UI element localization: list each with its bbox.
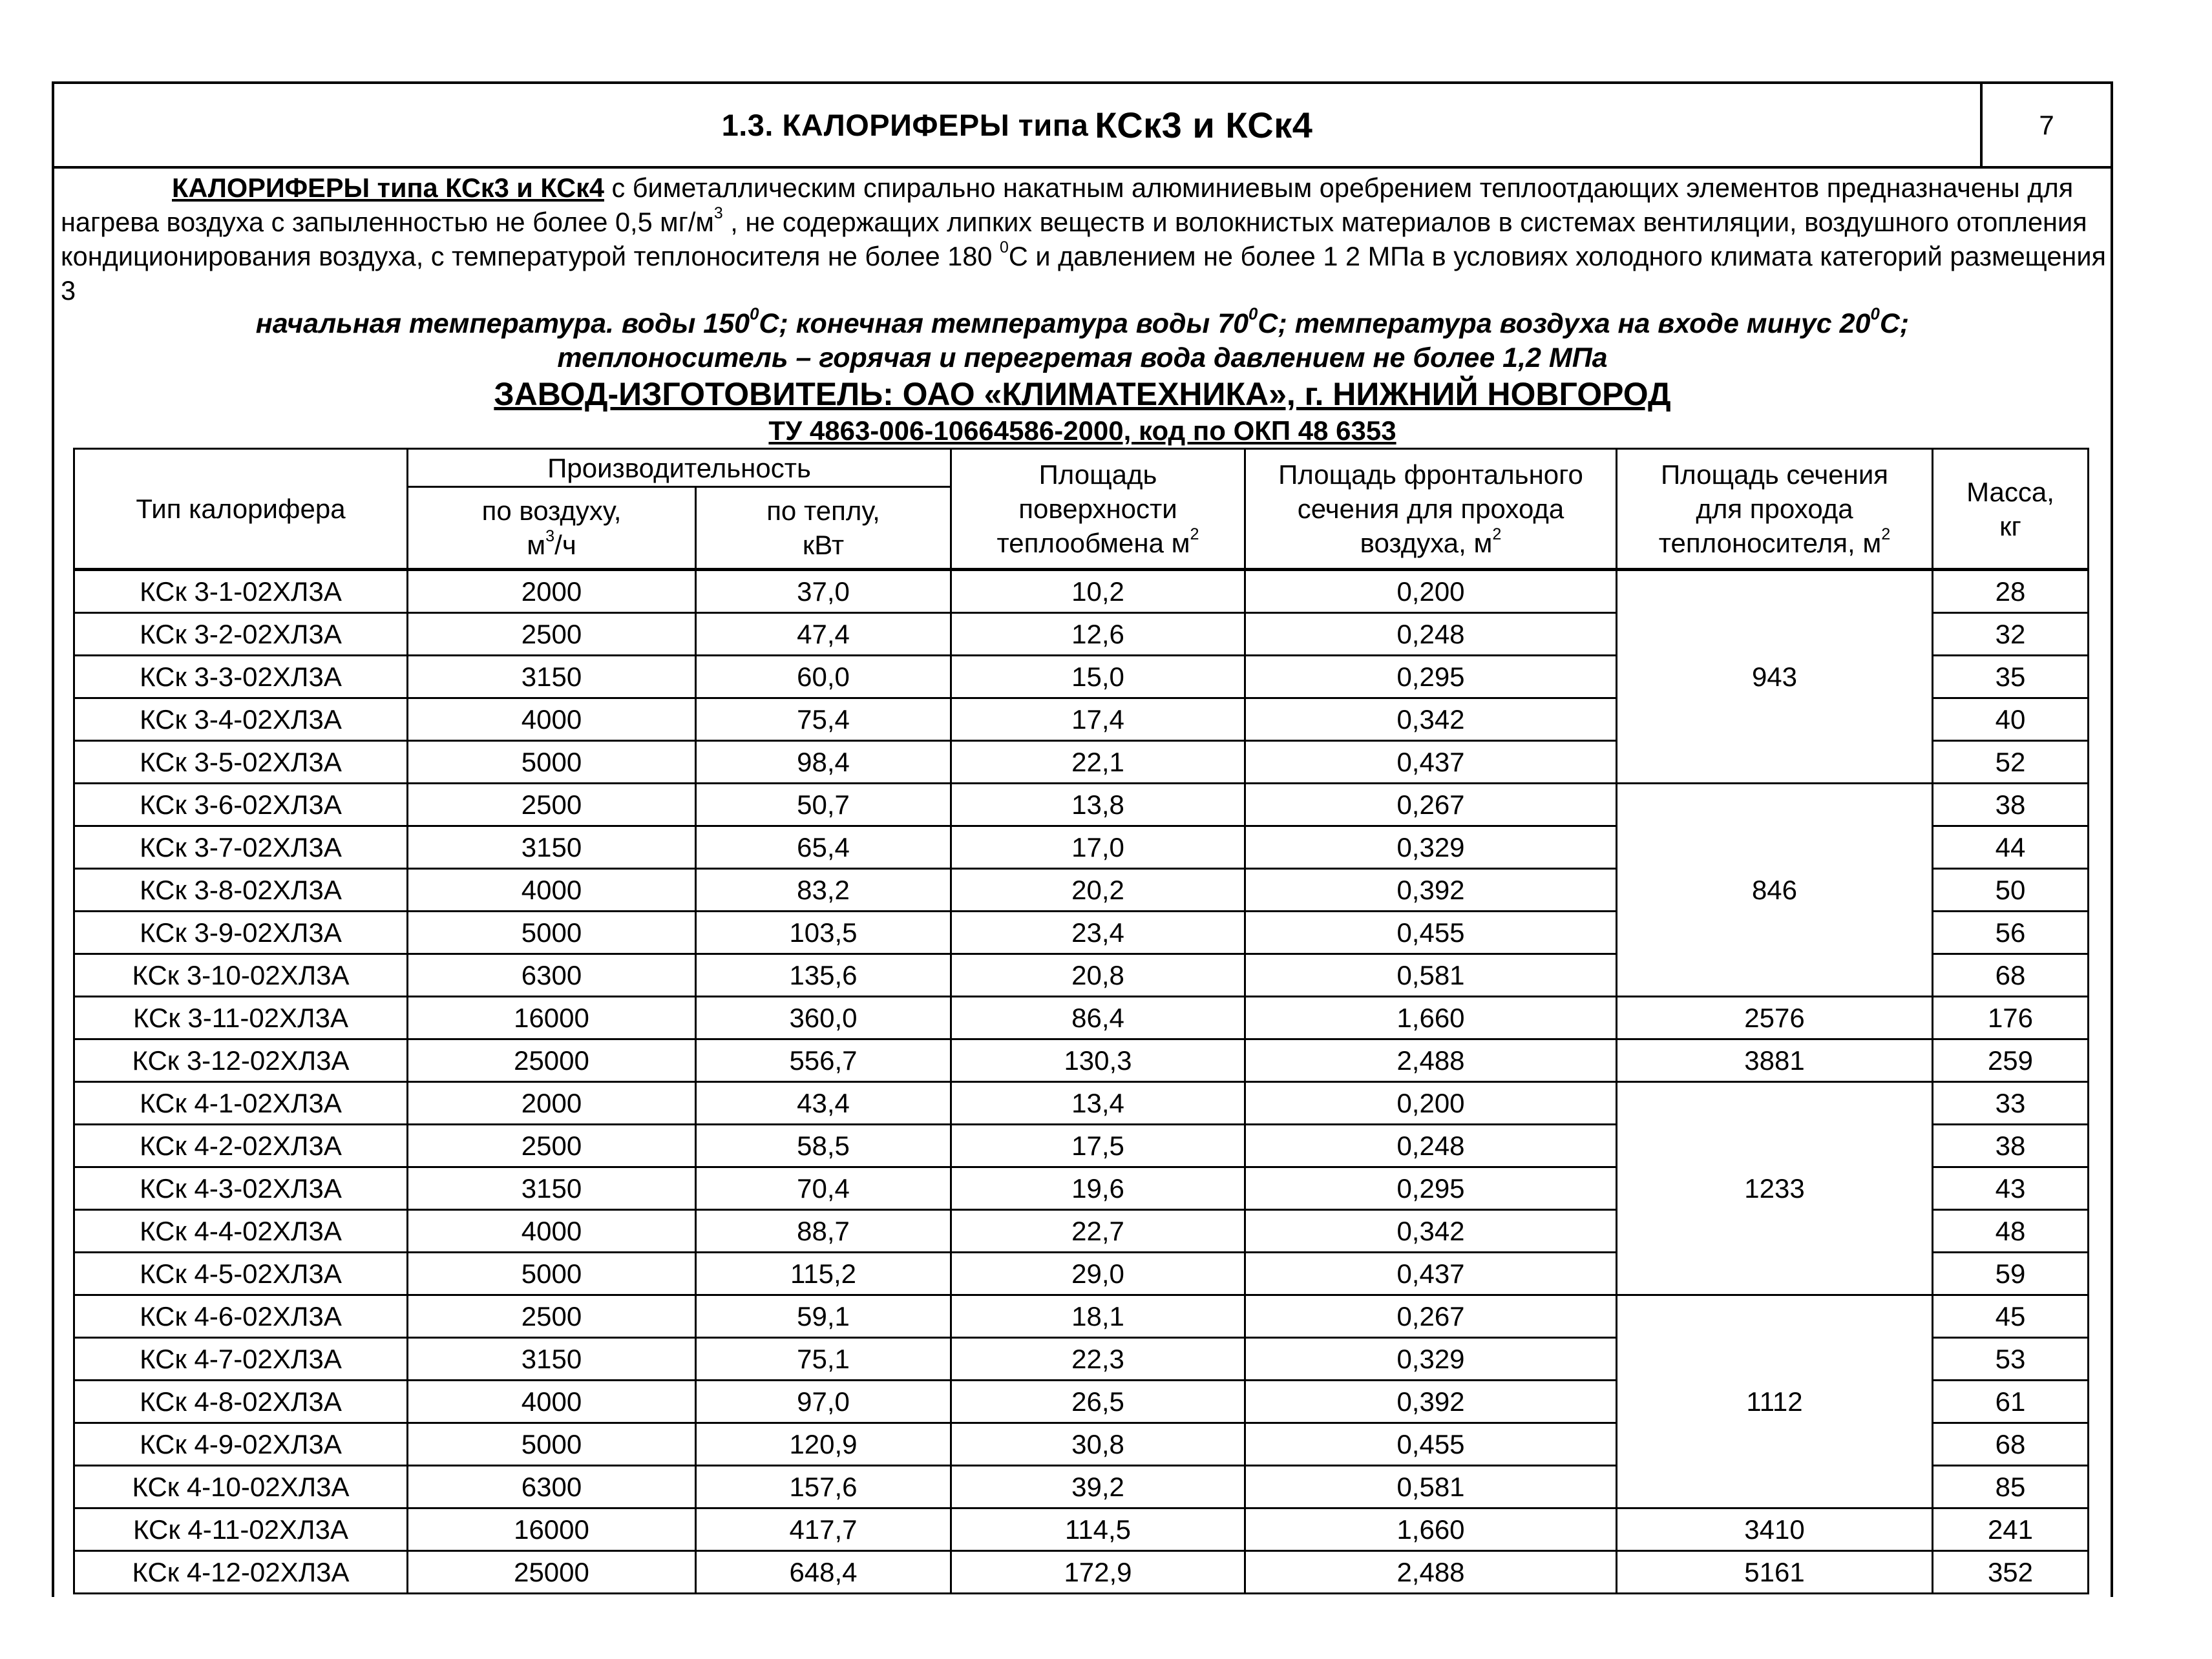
cell-heat: 98,4 (696, 741, 951, 784)
cond-part-d: С; (1879, 308, 1910, 339)
cell-frontal: 0,437 (1245, 1253, 1617, 1295)
cell-surface: 39,2 (951, 1466, 1245, 1508)
cell-surface: 17,5 (951, 1125, 1245, 1167)
cell-surface: 114,5 (951, 1508, 1245, 1551)
cell-frontal: 0,248 (1245, 613, 1617, 656)
cell-frontal: 0,455 (1245, 1423, 1617, 1466)
table-body (74, 570, 2089, 1594)
cell-surface: 22,3 (951, 1338, 1245, 1381)
table-row (74, 997, 2089, 1039)
cell-frontal: 0,392 (1245, 869, 1617, 912)
cell-heat: 417,7 (696, 1508, 951, 1551)
surface-line-2: поверхности (1018, 494, 1177, 524)
cell-air: 16000 (408, 997, 696, 1039)
cell-air: 3150 (408, 656, 696, 698)
cell-frontal: 0,267 (1245, 784, 1617, 826)
cell-heat: 47,4 (696, 613, 951, 656)
table-row (74, 1508, 2089, 1551)
cell-section: 5161 (1617, 1551, 1933, 1594)
cell-type: КСк 4-12-02ХЛ3А (74, 1551, 408, 1594)
cell-type: КСк 4-6-02ХЛ3А (74, 1295, 408, 1338)
cell-surface: 13,8 (951, 784, 1245, 826)
cell-type: КСк 3-6-02ХЛ3А (74, 784, 408, 826)
cell-type: КСк 3-5-02ХЛ3А (74, 741, 408, 784)
cell-type: КСк 3-2-02ХЛ3А (74, 613, 408, 656)
section-line-2: для прохода (1696, 494, 1853, 524)
cell-frontal: 2,488 (1245, 1039, 1617, 1082)
cell-type: КСк 3-1-02ХЛ3А (74, 570, 408, 613)
cell-frontal: 0,342 (1245, 1210, 1617, 1253)
cell-type: КСк 3-7-02ХЛ3А (74, 826, 408, 869)
cell-air: 4000 (408, 1210, 696, 1253)
cell-air: 5000 (408, 1253, 696, 1295)
cell-type: КСк 3-12-02ХЛ3А (74, 1039, 408, 1082)
cond-part-b: С; конечная температура воды 70 (759, 308, 1249, 339)
mass-line-2: кг (1999, 510, 2021, 541)
cell-air: 2500 (408, 1295, 696, 1338)
cell-heat: 648,4 (696, 1551, 951, 1594)
cell-mass: 28 (1933, 570, 2089, 613)
cell-frontal: 0,455 (1245, 912, 1617, 954)
section-line-3: теплоносителя, м (1658, 528, 1882, 558)
cell-section: 1112 (1617, 1295, 1933, 1508)
cell-heat: 70,4 (696, 1167, 951, 1210)
cell-section: 846 (1617, 784, 1933, 997)
cell-surface: 30,8 (951, 1423, 1245, 1466)
frontal-line-2: сечения для прохода (1297, 494, 1564, 524)
air-line-1: по воздуху, (481, 496, 622, 526)
table-row (74, 1039, 2089, 1082)
cell-type: КСк 4-9-02ХЛ3А (74, 1423, 408, 1466)
cell-type: КСк 3-3-02ХЛ3А (74, 656, 408, 698)
intro-text-3: С и давлением не более 1 2 МПа в условиях холодного климата категорий размещения 3 (61, 241, 2106, 306)
cell-mass: 35 (1933, 656, 2089, 698)
cell-air: 2500 (408, 1125, 696, 1167)
cell-type: КСк 3-10-02ХЛ3А (74, 954, 408, 997)
cell-frontal: 2,488 (1245, 1551, 1617, 1594)
table-row (74, 784, 2089, 826)
page-number: 7 (1980, 84, 2111, 166)
cell-frontal: 0,329 (1245, 826, 1617, 869)
header-surface (951, 449, 1245, 570)
cell-type: КСк 4-7-02ХЛ3А (74, 1338, 408, 1381)
air-unit-sup: 3 (545, 527, 555, 545)
cond-deg-2: 0 (1248, 305, 1258, 324)
spec-table (73, 448, 2089, 1594)
cell-frontal: 0,329 (1245, 1338, 1617, 1381)
cell-section: 943 (1617, 570, 1933, 784)
cell-frontal: 0,581 (1245, 1466, 1617, 1508)
title-main: КСк3 и КСк4 (1095, 105, 1313, 145)
cell-air: 5000 (408, 741, 696, 784)
cell-mass: 52 (1933, 741, 2089, 784)
cond-part-a: начальная температура. воды 150 (255, 308, 750, 339)
cell-heat: 115,2 (696, 1253, 951, 1295)
header-section (1617, 449, 1933, 570)
cell-surface: 15,0 (951, 656, 1245, 698)
cell-section: 2576 (1617, 997, 1933, 1039)
cell-frontal: 0,342 (1245, 698, 1617, 741)
cell-frontal: 0,267 (1245, 1295, 1617, 1338)
cell-frontal: 0,437 (1245, 741, 1617, 784)
cell-surface: 23,4 (951, 912, 1245, 954)
cell-air: 4000 (408, 698, 696, 741)
cell-frontal: 0,200 (1245, 570, 1617, 613)
header-air (408, 487, 696, 570)
cell-surface: 20,2 (951, 869, 1245, 912)
conditions-line-1 (54, 307, 2111, 340)
cell-mass: 241 (1933, 1508, 2089, 1551)
cell-heat: 103,5 (696, 912, 951, 954)
conditions-line-2: теплоноситель – горячая и перегретая вода давлением не более 1,2 МПа (557, 342, 1608, 373)
cell-heat: 360,0 (696, 997, 951, 1039)
cell-surface: 26,5 (951, 1381, 1245, 1423)
cell-surface: 13,4 (951, 1082, 1245, 1125)
air-unit-b: /ч (554, 530, 576, 560)
heat-line-2: кВт (802, 530, 845, 560)
cell-heat: 75,4 (696, 698, 951, 741)
cond-part-c: С; температура воздуха на входе минус 20 (1258, 308, 1871, 339)
cell-surface: 22,7 (951, 1210, 1245, 1253)
surface-line-3: теплообмена м (996, 528, 1190, 558)
cell-frontal: 0,295 (1245, 1167, 1617, 1210)
cell-air: 6300 (408, 954, 696, 997)
cell-surface: 22,1 (951, 741, 1245, 784)
header-frontal (1245, 449, 1617, 570)
page-title (54, 84, 1980, 166)
table-row (74, 1551, 2089, 1594)
header-mass (1933, 449, 2089, 570)
cell-air: 3150 (408, 826, 696, 869)
cell-heat: 120,9 (696, 1423, 951, 1466)
cell-surface: 19,6 (951, 1167, 1245, 1210)
cell-air: 3150 (408, 1338, 696, 1381)
section-sup: 2 (1881, 525, 1891, 543)
factory-title: ЗАВОД-ИЗГОТОВИТЕЛЬ: ОАО «КЛИМАТЕХНИКА», г. НИЖНИЙ НОВГОРОД (494, 376, 1671, 412)
cell-heat: 88,7 (696, 1210, 951, 1253)
intro-paragraph (61, 171, 2106, 308)
cell-frontal: 0,392 (1245, 1381, 1617, 1423)
cell-mass: 32 (1933, 613, 2089, 656)
cell-mass: 50 (1933, 869, 2089, 912)
table-header (74, 449, 2089, 570)
cell-type: КСк 4-1-02ХЛ3А (74, 1082, 408, 1125)
cell-type: КСк 4-5-02ХЛ3А (74, 1253, 408, 1295)
cell-heat: 75,1 (696, 1338, 951, 1381)
cell-frontal: 0,248 (1245, 1125, 1617, 1167)
cond-deg-1: 0 (750, 305, 759, 324)
cell-heat: 97,0 (696, 1381, 951, 1423)
cell-heat: 157,6 (696, 1466, 951, 1508)
cell-mass: 44 (1933, 826, 2089, 869)
intro-sup-2: 0 (1000, 238, 1009, 257)
cell-heat: 60,0 (696, 656, 951, 698)
cell-type: КСк 3-4-02ХЛ3А (74, 698, 408, 741)
cell-air: 2000 (408, 1082, 696, 1125)
cell-mass: 176 (1933, 997, 2089, 1039)
cell-air: 2500 (408, 613, 696, 656)
cell-surface: 20,8 (951, 954, 1245, 997)
cell-heat: 50,7 (696, 784, 951, 826)
cell-mass: 61 (1933, 1381, 2089, 1423)
mass-line-1: Масса, (1966, 476, 2054, 507)
cell-mass: 48 (1933, 1210, 2089, 1253)
cell-surface: 29,0 (951, 1253, 1245, 1295)
cell-air: 5000 (408, 912, 696, 954)
heat-line-1: по теплу, (766, 496, 880, 526)
frontal-line-1: Площадь фронтального (1278, 459, 1583, 490)
cell-frontal: 1,660 (1245, 997, 1617, 1039)
cell-heat: 43,4 (696, 1082, 951, 1125)
cell-type: КСк 3-11-02ХЛ3А (74, 997, 408, 1039)
cell-air: 2000 (408, 570, 696, 613)
cell-air: 4000 (408, 869, 696, 912)
cell-frontal: 0,295 (1245, 656, 1617, 698)
intro-sup-1: 3 (713, 204, 723, 223)
cell-surface: 130,3 (951, 1039, 1245, 1082)
cell-surface: 12,6 (951, 613, 1245, 656)
cell-mass: 85 (1933, 1466, 2089, 1508)
cell-frontal: 0,581 (1245, 954, 1617, 997)
header-productivity: Производительность (408, 449, 951, 487)
cell-type: КСк 4-3-02ХЛ3А (74, 1167, 408, 1210)
intro-text-1: с биметаллическим спирально накатным алюминиевым оребрением теплоотдающих элементов предназначены для нагрева воздуха с запыленностью не более 0,5 мг/м (61, 172, 2074, 237)
cell-heat: 83,2 (696, 869, 951, 912)
intro-lead: КАЛОРИФЕРЫ типа КСк3 и КСк4 (172, 172, 604, 203)
cell-heat: 65,4 (696, 826, 951, 869)
frontal-line-3: воздуха, м (1360, 528, 1493, 558)
cell-surface: 17,4 (951, 698, 1245, 741)
cell-frontal: 0,200 (1245, 1082, 1617, 1125)
cell-type: КСк 4-4-02ХЛ3А (74, 1210, 408, 1253)
cell-surface: 10,2 (951, 570, 1245, 613)
cell-mass: 45 (1933, 1295, 2089, 1338)
cell-surface: 172,9 (951, 1551, 1245, 1594)
cell-mass: 43 (1933, 1167, 2089, 1210)
cell-air: 4000 (408, 1381, 696, 1423)
cell-air: 6300 (408, 1466, 696, 1508)
cell-mass: 68 (1933, 954, 2089, 997)
cell-heat: 556,7 (696, 1039, 951, 1082)
cell-type: КСк 3-9-02ХЛ3А (74, 912, 408, 954)
cell-heat: 59,1 (696, 1295, 951, 1338)
cell-mass: 53 (1933, 1338, 2089, 1381)
frontal-sup: 2 (1492, 525, 1502, 543)
title-prefix: 1.3. КАЛОРИФЕРЫ типа (721, 108, 1089, 142)
cell-surface: 86,4 (951, 997, 1245, 1039)
cell-mass: 38 (1933, 1125, 2089, 1167)
surface-sup: 2 (1190, 525, 1199, 543)
cell-type: КСк 4-8-02ХЛ3А (74, 1381, 408, 1423)
cell-air: 25000 (408, 1551, 696, 1594)
tu-code: ТУ 4863-006-10664586-2000, код по ОКП 48 6353 (768, 415, 1396, 446)
cell-mass: 59 (1933, 1253, 2089, 1295)
cell-heat: 58,5 (696, 1125, 951, 1167)
cell-surface: 18,1 (951, 1295, 1245, 1338)
cell-heat: 37,0 (696, 570, 951, 613)
cell-type: КСк 4-2-02ХЛ3А (74, 1125, 408, 1167)
cell-type: КСк 4-11-02ХЛ3А (74, 1508, 408, 1551)
air-unit-a: м (527, 530, 546, 560)
table-row (74, 1295, 2089, 1338)
cell-section: 1233 (1617, 1082, 1933, 1295)
cell-mass: 56 (1933, 912, 2089, 954)
cell-mass: 259 (1933, 1039, 2089, 1082)
header-type: Тип калорифера (74, 449, 408, 570)
cell-mass: 352 (1933, 1551, 2089, 1594)
header-heat (696, 487, 951, 570)
cell-type: КСк 3-8-02ХЛ3А (74, 869, 408, 912)
cell-air: 2500 (408, 784, 696, 826)
cond-deg-3: 0 (1870, 305, 1880, 324)
cell-air: 3150 (408, 1167, 696, 1210)
cell-heat: 135,6 (696, 954, 951, 997)
intro-text-2: , не содержащих липких веществ и волокнистых материалов в системах вентиляции, воздушного отопления кондиционирования воздуха, с температурой теплоносителя не более 180 (61, 207, 2087, 271)
table-row (74, 1082, 2089, 1125)
section-line-1: Площадь сечения (1660, 459, 1889, 490)
cell-air: 5000 (408, 1423, 696, 1466)
cell-mass: 33 (1933, 1082, 2089, 1125)
page-header (54, 84, 2111, 169)
cell-section: 3410 (1617, 1508, 1933, 1551)
cell-frontal: 1,660 (1245, 1508, 1617, 1551)
cell-type: КСк 4-10-02ХЛ3А (74, 1466, 408, 1508)
cell-mass: 38 (1933, 784, 2089, 826)
cell-air: 16000 (408, 1508, 696, 1551)
surface-line-1: Площадь (1038, 459, 1157, 490)
cell-mass: 68 (1933, 1423, 2089, 1466)
cell-surface: 17,0 (951, 826, 1245, 869)
cell-mass: 40 (1933, 698, 2089, 741)
cell-air: 25000 (408, 1039, 696, 1082)
cell-section: 3881 (1617, 1039, 1933, 1082)
table-row (74, 570, 2089, 613)
